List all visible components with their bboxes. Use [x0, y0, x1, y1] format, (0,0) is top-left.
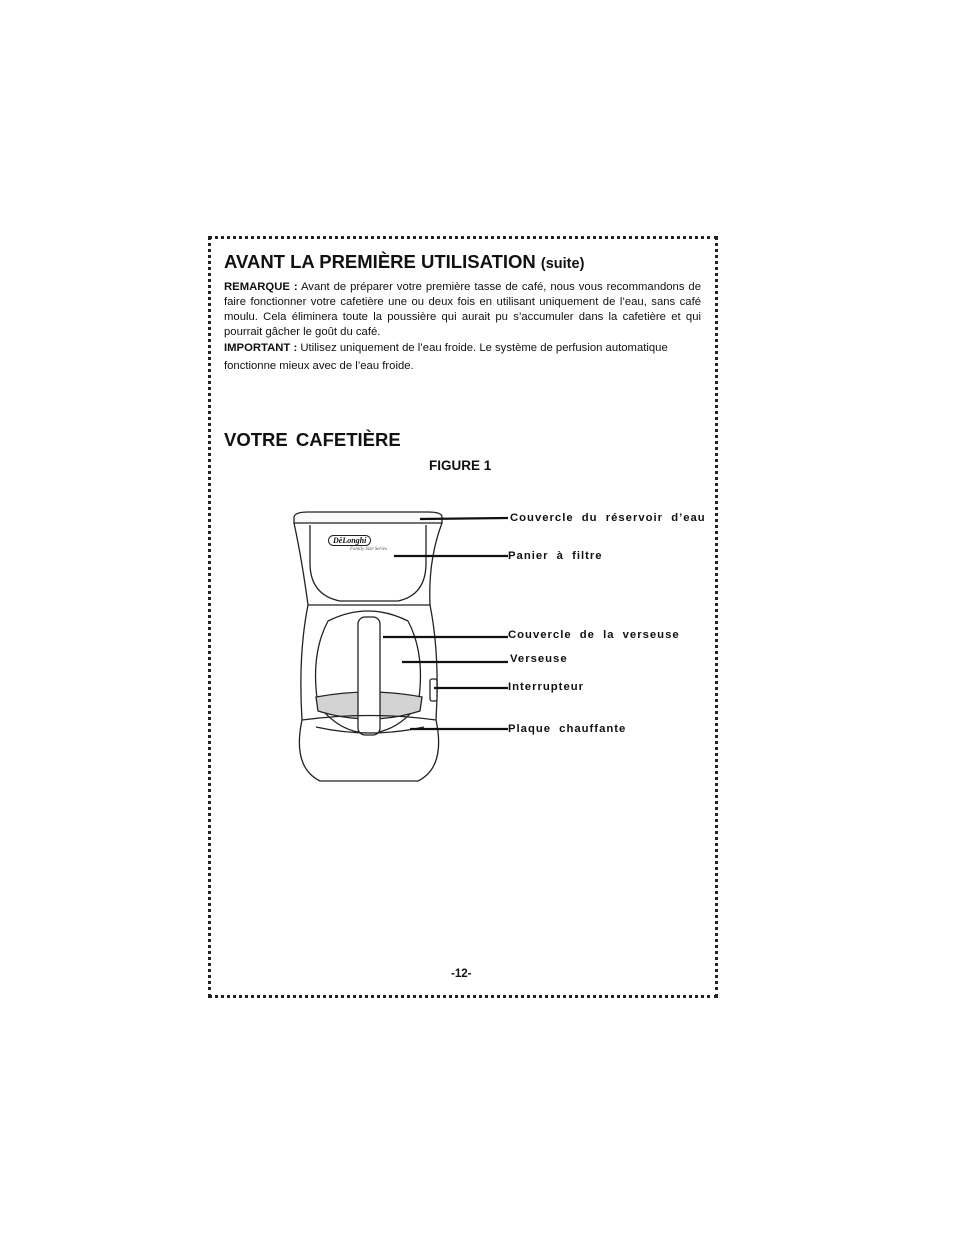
brand-tagline: Family Size Series	[350, 547, 387, 552]
figure-caption: FIGURE 1	[429, 458, 492, 473]
important-text-line1: Utilisez uniquement de l’eau froide. Le système de perfusion automatique	[300, 342, 668, 354]
remarque-paragraph	[224, 280, 701, 340]
callout-warming-plate: Plaque chauffante	[508, 723, 627, 735]
callout-switch: Interrupteur	[508, 681, 585, 693]
carafe-handle-shape	[358, 617, 380, 735]
reservoir-lid-shape	[294, 512, 442, 523]
callout-reservoir-lid: Couvercle du réservoir d’eau	[510, 512, 706, 524]
remarque-label: REMARQUE :	[224, 281, 298, 293]
remarque-text: Avant de préparer votre première tasse de café, nous vous recommandons de faire fonctionner votre cafetière une ou deux fois en utilisant uniquement de l’eau, sans café moulu. Cela éliminera toute la poussière qui aurait pu s’accumuler dans la cafetière et qui pourrait gâcher le goût du café.	[224, 281, 701, 338]
callout-filter-basket: Panier à filtre	[508, 550, 603, 562]
section-title-first-use	[224, 251, 584, 273]
body-right-edge	[430, 605, 437, 720]
important-label: IMPORTANT :	[224, 342, 298, 354]
page-number: -12-	[451, 968, 472, 980]
section-title-votre-cafetiere: VOTRE CAFETIÈRE	[224, 429, 401, 450]
power-switch-shape	[430, 679, 437, 701]
body-left-edge	[301, 605, 308, 720]
important-paragraph	[224, 341, 701, 374]
callout-carafe: Verseuse	[510, 653, 568, 665]
callout-carafe-lid: Couvercle de la verseuse	[508, 629, 680, 641]
section-title-suffix: (suite)	[540, 256, 585, 272]
section-title-text: AVANT LA PREMIÈRE UTILISATION	[224, 251, 536, 272]
important-text-line2: fonctionne mieux avec de l’eau froide.	[224, 360, 414, 372]
brand-logo: DēLonghi	[328, 535, 371, 546]
